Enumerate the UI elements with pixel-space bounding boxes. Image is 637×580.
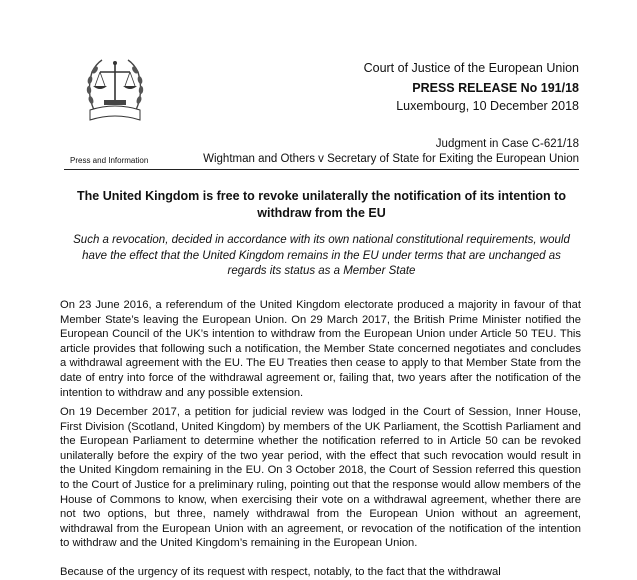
body-paragraph: Because of the urgency of its request with respect, notably, to the fact that the withdrawal [60,566,501,578]
cvria-logo [80,52,150,132]
body-paragraph: On 19 December 2017, a petition for judicial review was lodged in the Court of Session, Inner House, First Division (Scotland, United Kingdom) by members of the UK Parliament, the Scottish Parliament and the European Parliament to determine whether the notification referred to in Article 50 can be revoked unilaterally before the expiry of the two year period, with the effect that such revocation would result in the United Kingdom remaining in the EU. On 3 October 2018, the Court of Session referred this question to the Court of Justice for a preliminary ruling, pointing out that the response would allow members of the House of Commons to know, when exercising their vote on a withdrawal agreement, whether there are not two options, but three, namely withdrawal from the European Union without an agreement, withdrawal from the European Union with an agreement, or revocation of the notification of the intention to withdraw and the United Kingdom’s remaining in the European Union. [60,406,581,550]
subheadline: Such a revocation, decided in accordance with its own national constitutional requirements, would have the effect that the United Kingdom remains in the EU under terms that are unchanged as regards its status as a Member State [73,234,570,277]
body-paragraph: On 23 June 2016, a referendum of the United Kingdom electorate produced a majority in favour of that Member State’s leaving the European Union. On 29 March 2017, the British Prime Minister notified the European Council of the UK’s intention to withdraw from the European Union under Article 50 TEU. This article provides that following such a notification, the Member State concerned negotiates and concludes a withdrawal agreement with the EU. The EU Treaties then cease to apply to that Member State from the date of entry into force of the withdrawal agreement or, failing that, two years after the notification of the intention to withdraw and any possible extension. [60,299,581,399]
place-date: Luxembourg, 10 December 2018 [396,99,579,113]
press-info-label: Press and Information [70,156,149,165]
headline: The United Kingdom is free to revoke unilaterally the notification of its intention to withdraw from the EU [77,189,566,220]
judgment-case: Judgment in Case C-621/18 [435,138,579,150]
header-divider [64,169,579,170]
case-parties: Wightman and Others v Secretary of State for Exiting the European Union [203,153,579,165]
press-release-number: PRESS RELEASE No 191/18 [412,81,579,95]
scales-of-justice-icon [80,52,150,132]
court-name: Court of Justice of the European Union [363,61,579,75]
